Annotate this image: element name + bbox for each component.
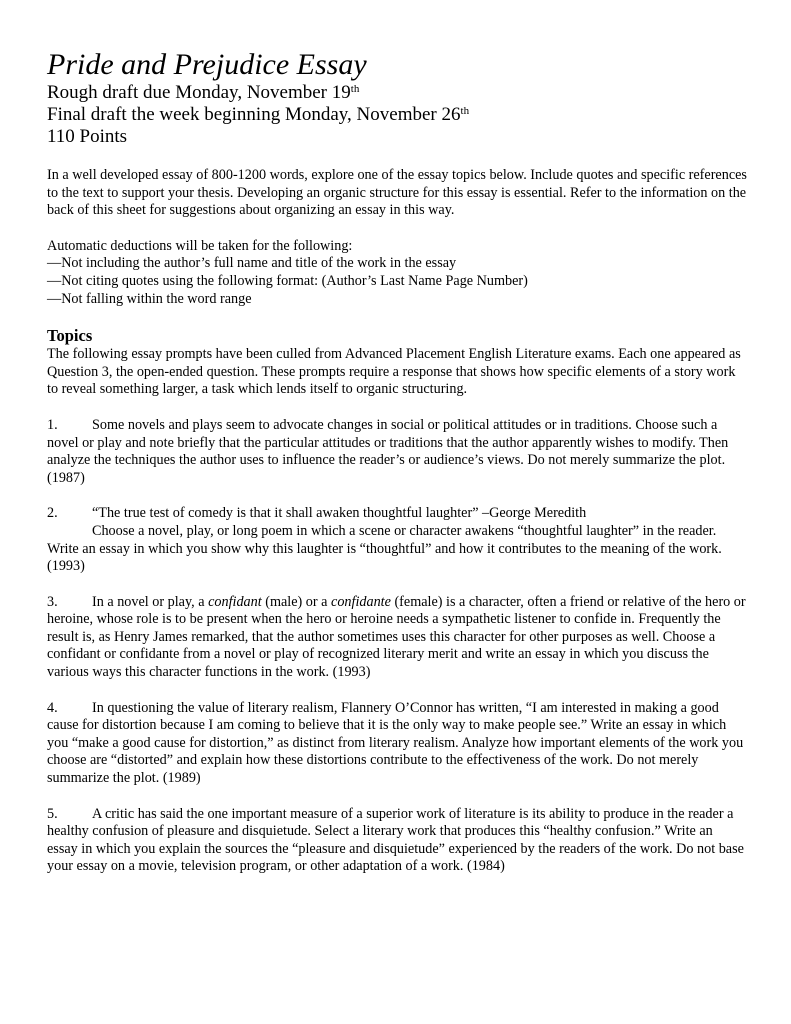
topic-3 (47, 594, 747, 682)
topic-number: 2. (47, 505, 58, 522)
deduction-item: —Not including the author’s full name and title of the work in the essay (47, 255, 457, 272)
topic-text: Some novels and plays seem to advocate changes in social or political attitudes or in traditions. Choose such a novel or play and note briefly that the particular attitudes or traditions that the author apparently wishes to modify. Then analyze the techniques the author uses to influence the reader’s or audience’s views. Do not merely summarize the plot. (1987) (47, 416, 729, 486)
deductions-block (47, 238, 747, 308)
topic-number: 1. (47, 416, 58, 433)
final-draft-suffix: th (460, 104, 470, 117)
points-line: 110 Points (47, 126, 128, 147)
topic-4 (47, 700, 747, 788)
document-page (47, 48, 747, 876)
topic-number: 4. (47, 699, 58, 716)
topic-text-b: (male) or a (261, 593, 332, 610)
topic-text: Choose a novel, play, or long poem in which a scene or character awakens “thoughtful laughter” in the reader. Write an essay in which you show why this laughter is “thoughtful” and how it contributes to the meaning of the work. (1993) (47, 522, 722, 575)
topic-2 (47, 505, 747, 575)
rough-draft-text: Rough draft due Monday, November 19 (47, 82, 351, 103)
topic-term-confidante: confidante (331, 593, 391, 610)
intro-paragraph: In a well developed essay of 800-1200 words, explore one of the essay topics below. Include quotes and specific references to the text to support your thesis. Developing an organic structure for this essay is essential. Refer to the information on the back of this sheet for suggestions about organizing an essay in this way. (47, 167, 747, 219)
topic-quote: “The true test of comedy is that it shall awaken thoughtful laughter” –George Meredith (92, 505, 587, 522)
topic-text-c: (female) is a character, often a friend or relative of the hero or heroine, whose role is to be present when the hero or heroine needs a sympathetic listener to confide in. Frequently the result is, as Henry James remarked, that the author sometimes uses this character for other purposes as well. Choose a confidant or confidante from a novel or play of recognized literary merit and write an essay in which you discuss the various ways this character functions in the work. (1993) (47, 593, 746, 681)
topic-1 (47, 417, 747, 487)
final-draft-line (47, 104, 747, 126)
deduction-item: —Not citing quotes using the following format: (Author’s Last Name Page Number) (47, 272, 528, 289)
topics-intro: The following essay prompts have been culled from Advanced Placement English Literature exams. Each one appeared as Question 3, the open-ended question. These prompts require a response that shows how specific elements of a story work to reveal something larger, a task which lends itself to organic structuring. (47, 346, 741, 398)
deduction-item: —Not falling within the word range (47, 290, 252, 307)
topics-heading: Topics (47, 326, 93, 346)
topic-text: A critic has said the one important measure of a superior work of literature is its ability to produce in the reader a healthy confusion of pleasure and disquietude. Select a literary work that produces this “healthy confusion.” Write an essay in which you explain the sources the “pleasure and disquietude” experienced by the readers of the work. Do not base your essay on a movie, television program, or other adaptation of a work. (1984) (47, 805, 744, 875)
topic-number: 3. (47, 593, 58, 610)
topic-5 (47, 806, 747, 876)
topic-text-a: In a novel or play, a (92, 593, 209, 610)
final-draft-text: Final draft the week beginning Monday, November 26 (47, 104, 461, 125)
rough-draft-suffix: th (350, 82, 360, 95)
topic-text: In questioning the value of literary realism, Flannery O’Connor has written, “I am interested in making a good cause for distortion because I am coming to believe that it is the only way to make people see.” Write an essay in which you “make a good cause for distortion,” as distinct from literary realism. Analyze how important elements of the work you choose are “distorted” and explain how these distortions contribute to the effectiveness of the work. Do not merely summarize the plot. (1989) (47, 699, 744, 787)
topic-number: 5. (47, 805, 58, 822)
topic-term-confidant: confidant (208, 593, 262, 610)
deductions-heading: Automatic deductions will be taken for the following: (47, 237, 353, 254)
rough-draft-line (47, 82, 747, 104)
document-title: Pride and Prejudice Essay (47, 48, 367, 81)
